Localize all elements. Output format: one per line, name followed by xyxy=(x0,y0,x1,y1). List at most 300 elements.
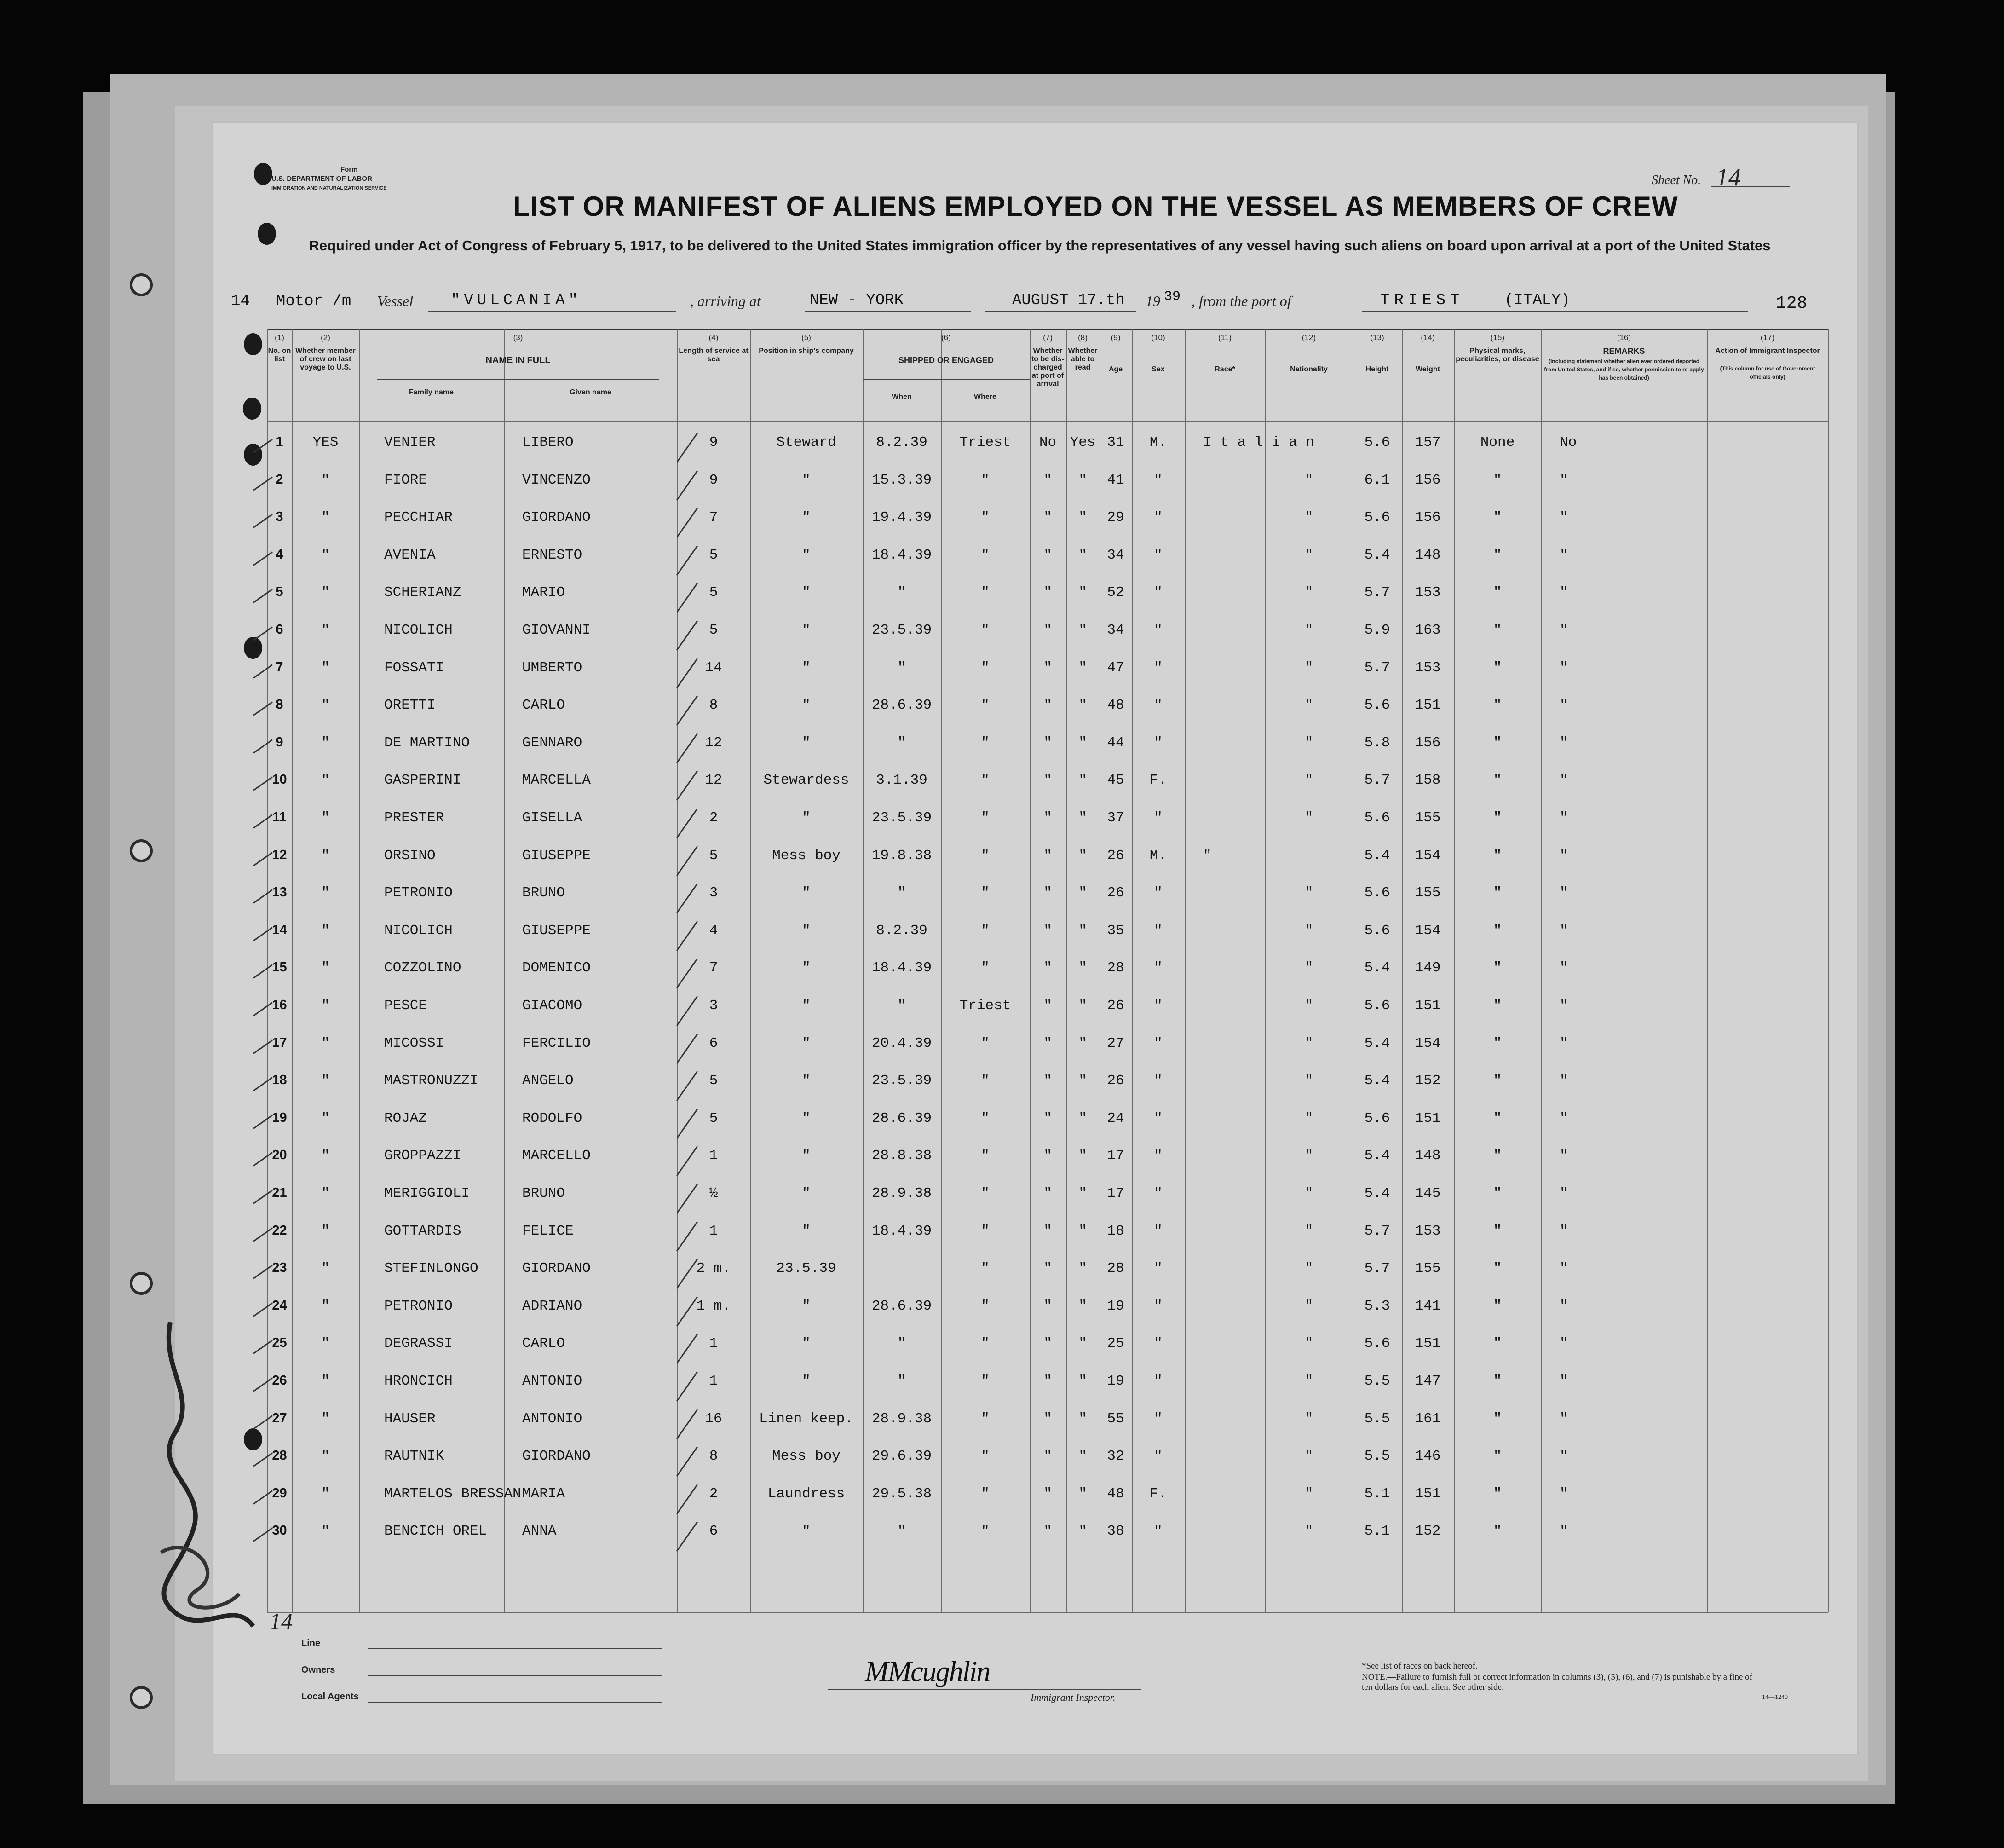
cell-read: " xyxy=(1078,1523,1087,1540)
cell-marks: None xyxy=(1480,434,1515,450)
cell-where: " xyxy=(981,584,990,601)
column-number: (13) xyxy=(1370,333,1384,342)
cell-remarks: " xyxy=(1560,1298,1568,1314)
cell-marks: " xyxy=(1493,472,1502,488)
cell-when: 28.8.38 xyxy=(871,1148,932,1164)
cell-height: 5.6 xyxy=(1364,697,1390,714)
cell-when: 18.4.39 xyxy=(871,960,932,976)
cell-prev: " xyxy=(321,1335,330,1352)
column-header: REMARKS xyxy=(1603,346,1645,356)
cell-where: " xyxy=(981,885,990,901)
punch-hole xyxy=(243,398,261,420)
cell-read: " xyxy=(1078,1073,1087,1089)
cell-no: 12 xyxy=(272,847,287,862)
cell-weight: 153 xyxy=(1415,1223,1441,1239)
cell-height: 5.1 xyxy=(1364,1485,1390,1502)
cell-prev: " xyxy=(321,998,330,1014)
cell-remarks: " xyxy=(1560,885,1568,901)
cell-age: 55 xyxy=(1107,1410,1124,1427)
binder-ring xyxy=(130,273,153,296)
cell-marks: " xyxy=(1493,1073,1502,1089)
cell-where: " xyxy=(981,1110,990,1126)
margin-number: 14 xyxy=(231,293,250,310)
cell-height: 5.4 xyxy=(1364,1035,1390,1051)
cell-read: " xyxy=(1078,1260,1087,1277)
cell-nationality: " xyxy=(1304,1298,1313,1314)
cell-position: Stewardess xyxy=(763,772,849,789)
cell-service: 2 m. xyxy=(696,1260,731,1277)
cell-position: " xyxy=(802,659,811,676)
cell-no: 18 xyxy=(272,1073,287,1088)
cell-no: 4 xyxy=(276,547,283,562)
cell-prev: " xyxy=(321,659,330,676)
cell-position: " xyxy=(802,960,811,976)
cell-discharged: " xyxy=(1043,1410,1052,1427)
cell-discharged: " xyxy=(1043,472,1052,488)
cell-remarks: " xyxy=(1560,960,1568,976)
cell-no: 22 xyxy=(272,1223,287,1238)
cell-nationality: " xyxy=(1304,1110,1313,1126)
cell-service: 7 xyxy=(709,960,718,976)
cell-marks: " xyxy=(1493,1485,1502,1502)
cell-prev: " xyxy=(321,1110,330,1126)
cell-discharged: " xyxy=(1043,772,1052,789)
cell-discharged: " xyxy=(1043,1373,1052,1389)
column-subheader: Family name xyxy=(409,388,454,396)
cell-family: DE MARTINO xyxy=(384,734,470,751)
cell-where: " xyxy=(981,1148,990,1164)
cell-read: " xyxy=(1078,1110,1087,1126)
cell-weight: 151 xyxy=(1415,1335,1441,1352)
cell-sex: " xyxy=(1154,1298,1163,1314)
cell-age: 26 xyxy=(1107,885,1124,901)
cell-height: 5.7 xyxy=(1364,772,1390,789)
column-number: (1) xyxy=(275,333,284,342)
cell-service: 2 xyxy=(709,1485,718,1502)
cell-when: 23.5.39 xyxy=(871,810,932,826)
cell-no: 25 xyxy=(272,1335,287,1351)
cell-when: " xyxy=(897,734,906,751)
cell-remarks: " xyxy=(1560,472,1568,488)
cell-when: 28.9.38 xyxy=(871,1185,932,1201)
cell-discharged: " xyxy=(1043,1448,1052,1465)
column-number: (8) xyxy=(1078,333,1088,342)
cell-position: Steward xyxy=(776,434,836,450)
page-number: 128 xyxy=(1776,294,1808,313)
cell-when: 3.1.39 xyxy=(876,772,927,789)
cell-position: Mess boy xyxy=(772,1448,841,1465)
cell-height: 5.5 xyxy=(1364,1410,1390,1427)
form-code: 14—1240 xyxy=(1762,1694,1788,1701)
manifest-sheet xyxy=(212,121,1859,1755)
column-header: Nationality xyxy=(1290,365,1328,373)
cell-nationality: " xyxy=(1304,960,1313,976)
cell-marks: " xyxy=(1493,772,1502,789)
cell-remarks: " xyxy=(1560,1523,1568,1540)
cell-prev: " xyxy=(321,1448,330,1465)
cell-family: PECCHIAR xyxy=(384,509,453,526)
cell-read: " xyxy=(1078,1335,1087,1352)
cell-read: " xyxy=(1078,1035,1087,1051)
cell-service: 4 xyxy=(709,922,718,939)
cell-sex: " xyxy=(1154,1410,1163,1427)
cell-prev: " xyxy=(321,1485,330,1502)
cell-remarks: " xyxy=(1560,734,1568,751)
cell-sex: " xyxy=(1154,1185,1163,1201)
cell-position: " xyxy=(802,1035,811,1051)
cell-no: 24 xyxy=(272,1298,287,1313)
cell-where: " xyxy=(981,472,990,488)
column-number: (4) xyxy=(708,333,719,342)
cell-marks: " xyxy=(1493,1410,1502,1427)
cell-height: 5.6 xyxy=(1364,434,1390,450)
column-number: (9) xyxy=(1111,333,1121,342)
cell-given: FELICE xyxy=(522,1223,574,1239)
cell-marks: " xyxy=(1493,1335,1502,1352)
cell-when: " xyxy=(897,1373,906,1389)
cell-position: " xyxy=(802,1223,811,1239)
cell-position: " xyxy=(802,1335,811,1352)
cell-family: PETRONIO xyxy=(384,1298,453,1314)
cell-given: ANTONIO xyxy=(522,1410,582,1427)
column-number: (17) xyxy=(1760,333,1775,342)
cell-no: 5 xyxy=(276,584,283,600)
cell-given: ANTONIO xyxy=(522,1373,582,1389)
cell-family: RAUTNIK xyxy=(384,1448,444,1465)
cell-weight: 153 xyxy=(1415,584,1441,601)
shipped-subheader-line xyxy=(863,379,1030,380)
cell-given: DOMENICO xyxy=(522,960,591,976)
cell-discharged: " xyxy=(1043,998,1052,1014)
cell-weight: 152 xyxy=(1415,1523,1441,1540)
cell-marks: " xyxy=(1493,1448,1502,1465)
cell-when: 28.6.39 xyxy=(871,1298,932,1314)
cell-sex: " xyxy=(1154,1110,1163,1126)
column-header: SHIPPED OR ENGAGED xyxy=(898,356,994,365)
cell-weight: 163 xyxy=(1415,622,1441,638)
cell-prev: " xyxy=(321,622,330,638)
cell-given: VINCENZO xyxy=(522,472,591,488)
cell-service: 1 xyxy=(709,1223,718,1239)
cell-service: 9 xyxy=(709,434,718,450)
cell-given: BRUNO xyxy=(522,1185,565,1201)
year-prefix: 19 xyxy=(1146,293,1160,309)
form-label: Form xyxy=(340,166,358,173)
cell-where: " xyxy=(981,1035,990,1051)
cell-service: 8 xyxy=(709,697,718,714)
cell-family: AVENIA xyxy=(384,547,436,563)
cell-weight: 158 xyxy=(1415,772,1441,789)
cell-discharged: " xyxy=(1043,659,1052,676)
column-number: (7) xyxy=(1043,333,1053,342)
cell-family: GASPERINI xyxy=(384,772,461,789)
cell-prev: " xyxy=(321,1185,330,1201)
cell-when: 23.5.39 xyxy=(871,1073,932,1089)
cell-age: 18 xyxy=(1107,1223,1124,1239)
cell-given: GISELLA xyxy=(522,810,582,826)
cell-age: 47 xyxy=(1107,659,1124,676)
cell-height: 5.1 xyxy=(1364,1523,1390,1540)
cell-given: BRUNO xyxy=(522,885,565,901)
cell-remarks: No xyxy=(1560,434,1577,450)
cell-family: PETRONIO xyxy=(384,885,453,901)
cell-where: " xyxy=(981,547,990,563)
cell-prev: " xyxy=(321,1223,330,1239)
cell-weight: 148 xyxy=(1415,1148,1441,1164)
cell-nationality: " xyxy=(1304,1410,1313,1427)
cell-prev: " xyxy=(321,697,330,714)
cell-sex: " xyxy=(1154,960,1163,976)
cell-height: 5.7 xyxy=(1364,659,1390,676)
cell-height: 6.1 xyxy=(1364,472,1390,488)
cell-height: 5.6 xyxy=(1364,1335,1390,1352)
cell-discharged: " xyxy=(1043,1185,1052,1201)
column-header-note: (Including statement whether alien ever ordered deported from United States, and if so, whether permission to re-apply has been obtained) xyxy=(1544,358,1704,381)
cell-read: Yes xyxy=(1070,434,1096,450)
cell-marks: " xyxy=(1493,885,1502,901)
cell-age: 28 xyxy=(1107,960,1124,976)
cell-when: 8.2.39 xyxy=(876,434,927,450)
cell-weight: 151 xyxy=(1415,1485,1441,1502)
cell-sex: " xyxy=(1154,1448,1163,1465)
column-header: Age xyxy=(1108,365,1123,373)
cell-family: GOTTARDIS xyxy=(384,1223,461,1239)
cell-nationality: " xyxy=(1304,1185,1313,1201)
cell-read: " xyxy=(1078,1410,1087,1427)
cell-age: 52 xyxy=(1107,584,1124,601)
cell-where: " xyxy=(981,734,990,751)
cell-sex: " xyxy=(1154,1335,1163,1352)
cell-marks: " xyxy=(1493,1185,1502,1201)
cell-age: 31 xyxy=(1107,434,1124,450)
cell-marks: " xyxy=(1493,998,1502,1014)
owners-label: Owners xyxy=(301,1665,335,1675)
cell-nationality: " xyxy=(1304,922,1313,939)
cell-when: 29.5.38 xyxy=(871,1485,932,1502)
column-header: Whether member of crew on last voyage to U.S. xyxy=(295,347,356,371)
cell-weight: 141 xyxy=(1415,1298,1441,1314)
vessel-label: Vessel xyxy=(377,293,414,309)
cell-no: 21 xyxy=(272,1185,287,1200)
cell-marks: " xyxy=(1493,847,1502,864)
cell-when: " xyxy=(897,659,906,676)
column-number: (15) xyxy=(1490,333,1505,342)
cell-family: PESCE xyxy=(384,998,427,1014)
cell-position: 23.5.39 xyxy=(776,1260,836,1277)
cell-service: 2 xyxy=(709,810,718,826)
cell-read: " xyxy=(1078,697,1087,714)
cell-marks: " xyxy=(1493,1260,1502,1277)
cell-race: " xyxy=(1203,847,1212,864)
cell-remarks: " xyxy=(1560,847,1568,864)
cell-family: VENIER xyxy=(384,434,436,450)
cell-age: 45 xyxy=(1107,772,1124,789)
cell-where: " xyxy=(981,1073,990,1089)
cell-where: " xyxy=(981,659,990,676)
cell-service: 5 xyxy=(709,584,718,601)
cell-no: 7 xyxy=(276,659,283,675)
cell-height: 5.6 xyxy=(1364,998,1390,1014)
cell-remarks: " xyxy=(1560,1073,1568,1089)
cell-position: Linen keep. xyxy=(759,1410,853,1427)
cell-discharged: " xyxy=(1043,885,1052,901)
cell-service: 16 xyxy=(705,1410,722,1427)
cell-no: 8 xyxy=(276,697,283,712)
departure-port: TRIEST xyxy=(1380,292,1464,309)
cell-given: CARLO xyxy=(522,697,565,714)
cell-given: ANNA xyxy=(522,1523,557,1540)
cell-given: GIOVANNI xyxy=(522,622,591,638)
cell-position: " xyxy=(802,1110,811,1126)
cell-height: 5.4 xyxy=(1364,1073,1390,1089)
cell-service: 5 xyxy=(709,1073,718,1089)
cell-sex: " xyxy=(1154,1073,1163,1089)
cell-prev: " xyxy=(321,1373,330,1389)
cell-weight: 148 xyxy=(1415,547,1441,563)
cell-nationality: " xyxy=(1304,1260,1313,1277)
cell-marks: " xyxy=(1493,810,1502,826)
column-subheader: Where xyxy=(974,393,996,401)
column-subheader: When xyxy=(892,393,912,401)
cell-nationality: " xyxy=(1304,1035,1313,1051)
cell-position: " xyxy=(802,885,811,901)
cell-when: 28.6.39 xyxy=(871,1110,932,1126)
binder-ring xyxy=(130,839,153,862)
cell-discharged: " xyxy=(1043,1523,1052,1540)
cell-service: 5 xyxy=(709,547,718,563)
cell-read: " xyxy=(1078,1185,1087,1201)
column-number: (11) xyxy=(1218,333,1232,342)
cell-where: " xyxy=(981,1373,990,1389)
column-header-note: (This column for use of Government officials only) xyxy=(1720,365,1815,380)
cell-remarks: " xyxy=(1560,547,1568,563)
cell-given: GIUSEPPE xyxy=(522,922,591,939)
cell-where: " xyxy=(981,847,990,864)
margin-scribble xyxy=(143,1313,290,1635)
cell-when: 29.6.39 xyxy=(871,1448,932,1465)
cell-height: 5.6 xyxy=(1364,885,1390,901)
cell-prev: " xyxy=(321,885,330,901)
cell-no: 23 xyxy=(272,1260,287,1276)
cell-sex: " xyxy=(1154,810,1163,826)
cell-no: 28 xyxy=(272,1448,287,1463)
cell-position: " xyxy=(802,1148,811,1164)
cell-weight: 145 xyxy=(1415,1185,1441,1201)
cell-marks: " xyxy=(1493,659,1502,676)
cell-sex: " xyxy=(1154,1523,1163,1540)
cell-remarks: " xyxy=(1560,622,1568,638)
cell-given: LIBERO xyxy=(522,434,574,450)
cell-position: " xyxy=(802,1073,811,1089)
cell-family: ORSINO xyxy=(384,847,436,864)
cell-nationality: " xyxy=(1304,509,1313,526)
cell-remarks: " xyxy=(1560,659,1568,676)
cell-given: FERCILIO xyxy=(522,1035,591,1051)
cell-position: " xyxy=(802,697,811,714)
cell-read: " xyxy=(1078,472,1087,488)
cell-read: " xyxy=(1078,922,1087,939)
sheet-no-value: 14 xyxy=(1716,163,1741,191)
cell-marks: " xyxy=(1493,922,1502,939)
cell-weight: 147 xyxy=(1415,1373,1441,1389)
cell-marks: " xyxy=(1493,622,1502,638)
cell-remarks: " xyxy=(1560,810,1568,826)
cell-remarks: " xyxy=(1560,1185,1568,1201)
cell-weight: 146 xyxy=(1415,1448,1441,1465)
cell-read: " xyxy=(1078,998,1087,1014)
cell-nationality: " xyxy=(1304,734,1313,751)
arriving-label: , arriving at xyxy=(690,293,761,309)
column-number: (14) xyxy=(1421,333,1435,342)
cell-remarks: " xyxy=(1560,1373,1568,1389)
column-number: (12) xyxy=(1301,333,1316,342)
cell-service: 5 xyxy=(709,1110,718,1126)
cell-prev: " xyxy=(321,810,330,826)
cell-height: 5.7 xyxy=(1364,1260,1390,1277)
cell-when: 20.4.39 xyxy=(871,1035,932,1051)
cell-where: " xyxy=(981,697,990,714)
cell-nationality: " xyxy=(1304,810,1313,826)
cell-nationality: " xyxy=(1304,1373,1313,1389)
cell-prev: " xyxy=(321,547,330,563)
cell-age: 32 xyxy=(1107,1448,1124,1465)
cell-age: 34 xyxy=(1107,547,1124,563)
cell-when: 19.8.38 xyxy=(871,847,932,864)
cell-family: DEGRASSI xyxy=(384,1335,453,1352)
cell-where: " xyxy=(981,1185,990,1201)
cell-age: 17 xyxy=(1107,1185,1124,1201)
cell-discharged: " xyxy=(1043,847,1052,864)
cell-read: " xyxy=(1078,659,1087,676)
column-header: Weight xyxy=(1415,365,1440,373)
cell-weight: 153 xyxy=(1415,659,1441,676)
cell-remarks: " xyxy=(1560,1410,1568,1427)
cell-discharged: " xyxy=(1043,734,1052,751)
cell-age: 35 xyxy=(1107,922,1124,939)
cell-where: " xyxy=(981,1223,990,1239)
cell-when: 18.4.39 xyxy=(871,547,932,563)
cell-nationality: " xyxy=(1304,772,1313,789)
cell-discharged: " xyxy=(1043,1335,1052,1352)
cell-family: NICOLICH xyxy=(384,622,453,638)
cell-position: " xyxy=(802,622,811,638)
cell-no: 16 xyxy=(272,998,287,1012)
column-number: (3) xyxy=(513,333,523,342)
cell-discharged: " xyxy=(1043,922,1052,939)
cell-no: 6 xyxy=(276,622,283,637)
cell-weight: 151 xyxy=(1415,998,1441,1014)
cell-discharged: " xyxy=(1043,1223,1052,1239)
cell-family: MICOSSI xyxy=(384,1035,444,1051)
cell-discharged: " xyxy=(1043,509,1052,526)
cell-family: FIORE xyxy=(384,472,427,488)
cell-read: " xyxy=(1078,810,1087,826)
cell-prev: " xyxy=(321,509,330,526)
cell-given: GIORDANO xyxy=(522,509,591,526)
cell-height: 5.7 xyxy=(1364,584,1390,601)
cell-height: 5.7 xyxy=(1364,1223,1390,1239)
cell-marks: " xyxy=(1493,734,1502,751)
cell-remarks: " xyxy=(1560,1260,1568,1277)
cell-where: " xyxy=(981,1298,990,1314)
cell-position: " xyxy=(802,1523,811,1540)
cell-family: PRESTER xyxy=(384,810,444,826)
cell-given: RODOLFO xyxy=(522,1110,582,1126)
column-header: NAME IN FULL xyxy=(485,355,551,365)
cell-discharged: " xyxy=(1043,547,1052,563)
column-header: Action of Immigrant Inspector xyxy=(1715,347,1820,355)
cell-marks: " xyxy=(1493,1373,1502,1389)
